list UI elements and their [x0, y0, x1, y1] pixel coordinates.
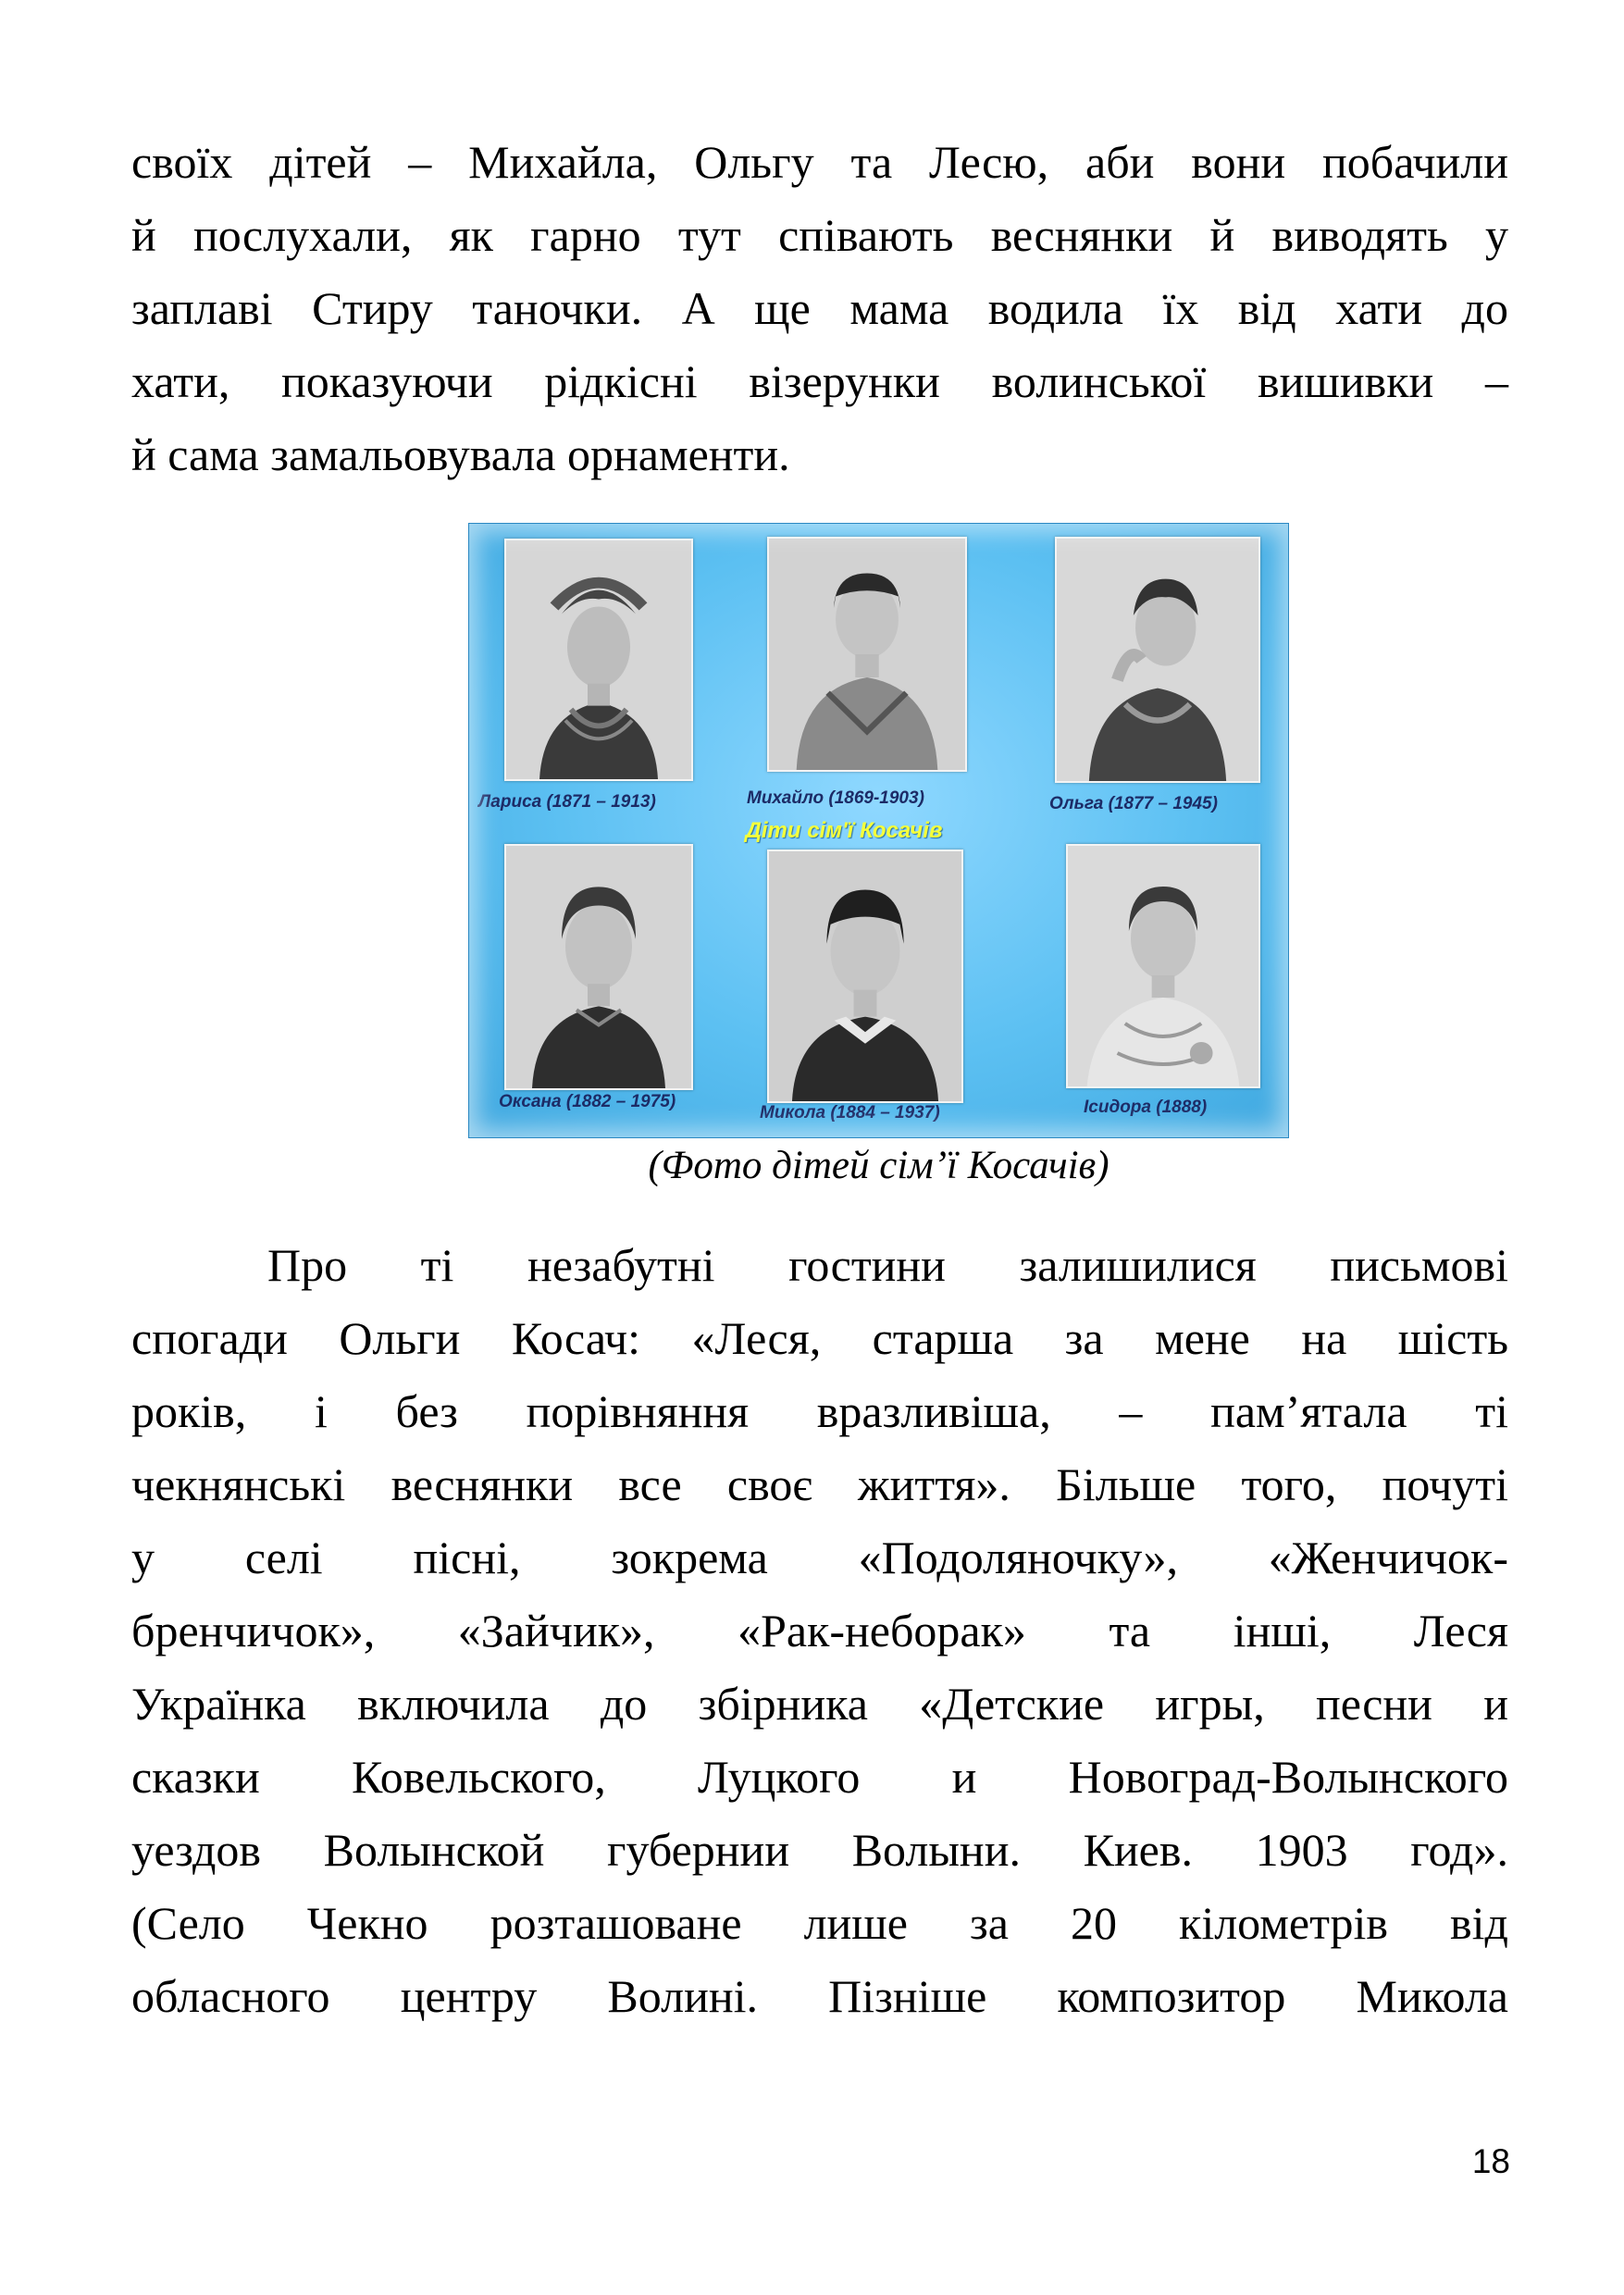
- text-line: обласного центру Волині. Пізніше композитор Микола: [131, 1970, 1508, 2022]
- portrait-mykola: [767, 850, 963, 1103]
- text-line: сказки Ковельского, Луцкого и Новоград-Волынского: [131, 1751, 1508, 1803]
- paragraph-top: [131, 126, 1508, 491]
- text-line: своїх дітей – Михайла, Ольгу та Лесю, аби вони побачили: [131, 136, 1508, 188]
- caption-mykhailo: Михайло (1869-1903): [747, 788, 924, 808]
- collage-title: Діти сім'ї Косачів: [745, 818, 943, 843]
- text-line: уездов Волынской губернии Волыни. Киев. 1903 год».: [131, 1824, 1508, 1876]
- text-line: бренчичок», «Зайчик», «Рак-неборак» та інші, Леся: [131, 1605, 1508, 1656]
- text-line: спогади Ольги Косач: «Леся, старша за мене на шість: [131, 1312, 1508, 1364]
- paragraph-main: [131, 1229, 1508, 2033]
- caption-mykola: Микола (1884 – 1937): [760, 1103, 940, 1123]
- text-line: й сама замальовувала орнаменти.: [131, 428, 790, 480]
- text-line: чекнянські веснянки все своє життя». Більше того, почуті: [131, 1458, 1508, 1510]
- caption-larysa: Лариса (1871 – 1913): [478, 792, 656, 812]
- caption-isydora: Ісидора (1888): [1084, 1098, 1208, 1117]
- text-line: й послухали, як гарно тут співають веснянки й виводять у: [131, 209, 1508, 261]
- text-line: (Село Чекно розташоване лише за 20 кілометрів від: [131, 1897, 1508, 1949]
- page-number: 18: [1471, 2142, 1510, 2180]
- text-line: Українка включила до збірника «Детские игры, песни и: [131, 1678, 1508, 1730]
- text-line: у селі пісні, зокрема «Подоляночку», «Женчичок-: [131, 1532, 1508, 1583]
- text-line: хати, показуючи рідкісні візерунки волинської вишивки –: [131, 355, 1508, 407]
- text-line: Про ті незабутні гостини залишилися письмові: [267, 1239, 1508, 1291]
- portrait-larysa: [504, 539, 693, 781]
- text-line: років, і без порівняння вразливіша, – пам’ятала ті: [131, 1385, 1508, 1437]
- portrait-olha: [1055, 537, 1260, 783]
- text-line: заплаві Стиру таночки. А ще мама водила їх від хати до: [131, 282, 1508, 334]
- portrait-oksana: [504, 844, 693, 1090]
- photo-caption: (Фото дітей сім’ї Косачів): [648, 1144, 1110, 1187]
- caption-oksana: Оксана (1882 – 1975): [499, 1092, 676, 1111]
- portrait-isydora: [1066, 844, 1260, 1088]
- caption-olha: Ольга (1877 – 1945): [1049, 794, 1218, 813]
- photo-collage: [468, 523, 1289, 1138]
- portrait-mykhailo: [767, 537, 967, 772]
